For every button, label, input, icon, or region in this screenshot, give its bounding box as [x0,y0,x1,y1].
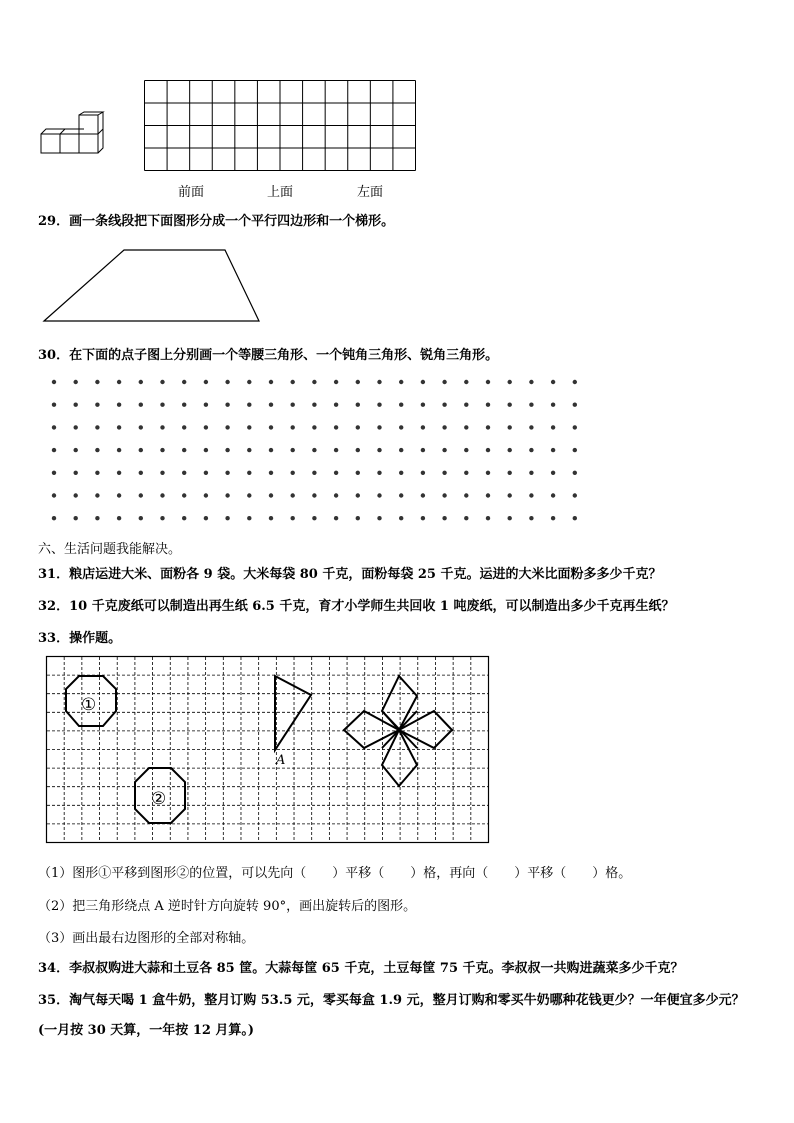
question-29: 29．画一条线段把下面图形分成一个平行四边形和一个梯形。 [38,214,395,229]
question-35: 35．淘气每天喝 1 盒牛奶，整月订购 53.5 元，零买每盒 1.9 元，整月订购和零买牛奶哪种花钱更少？一年便宜多少元？ [38,993,745,1008]
grid-dot [95,403,99,407]
triangle-shape [275,676,311,750]
grid-dot [529,403,533,407]
grid-dot [551,403,555,407]
grid-dot [95,425,99,429]
grid-dot [334,425,338,429]
grid-dot [74,380,78,384]
grid-dot [204,516,208,520]
grid-dot [139,403,143,407]
grid-dot [52,516,56,520]
grid-dot [225,448,229,452]
question-33-part-2: （2）把三角形绕点 A 逆时针方向旋转 90°，画出旋转后的图形。 [38,899,417,914]
grid-dot [442,448,446,452]
grid-dot [573,471,577,475]
grid-dot [529,380,533,384]
grid-dot [117,403,121,407]
grid-dot [551,471,555,475]
grid-dot [74,516,78,520]
grid-dot [486,425,490,429]
question-32: 32．10 千克废纸可以制造出再生纸 6.5 千克，育才小学师生共回收 1 吨废纸，可以制造出多少千克再生纸？ [38,599,675,614]
grid-dot [139,380,143,384]
grid-dot [247,380,251,384]
grid-dot [117,493,121,497]
grid-dot [312,448,316,452]
grid-dot [421,403,425,407]
grid-dot [551,516,555,520]
grid-dot [377,380,381,384]
grid-dot [269,425,273,429]
grid-dot [551,448,555,452]
grid-dot [182,516,186,520]
grid-dot [247,403,251,407]
grid-dot [182,403,186,407]
grid-dot [225,516,229,520]
grid-dot [529,493,533,497]
grid-dot [52,425,56,429]
grid-dot [334,403,338,407]
grid-dot [182,425,186,429]
grid-dot [334,516,338,520]
grid-dot [225,425,229,429]
grid-dot [356,403,360,407]
grid-dot [508,380,512,384]
grid-dot [204,380,208,384]
grid-dot [377,425,381,429]
grid-dot [139,425,143,429]
grid-dot [508,403,512,407]
grid-dot [508,493,512,497]
grid-dot [160,403,164,407]
grid-dot [247,448,251,452]
grid-dot [52,471,56,475]
grid-dot [74,471,78,475]
grid-dot [269,471,273,475]
grid-dot [269,380,273,384]
grid-dot [508,448,512,452]
grid-dot [399,425,403,429]
grid-dot [486,448,490,452]
grid-dot [291,493,295,497]
grid-dot [225,471,229,475]
operation-grid-figure[interactable] [46,656,490,844]
grid-dot [182,380,186,384]
grid-dot [95,448,99,452]
grid-dot [52,493,56,497]
grid-dot [247,516,251,520]
dot-grid[interactable] [50,378,576,524]
grid-dot [204,471,208,475]
view-label-left: 左面 [357,185,384,200]
grid-dot [377,471,381,475]
grid-dot [529,471,533,475]
grid-dot [356,425,360,429]
grid-dot [95,493,99,497]
trapezoid-figure[interactable] [42,248,262,324]
grid-dot [312,471,316,475]
grid-dot [399,448,403,452]
grid-dot [486,403,490,407]
grid-dot [139,471,143,475]
section-6-title: 六、生活问题我能解决。 [38,542,182,557]
grid-dot [160,471,164,475]
grid-dot [464,471,468,475]
grid-dot [356,448,360,452]
grid-dot [52,403,56,407]
grid-dot [291,380,295,384]
grid-dot [573,448,577,452]
view-label-front: 前面 [178,185,205,200]
grid-dot [291,516,295,520]
grid-dot [117,448,121,452]
label-shape-2: ② [151,789,167,809]
grid-dot [312,493,316,497]
grid-dot [421,471,425,475]
grid-dot [464,448,468,452]
grid-dot [247,493,251,497]
grid-dot [182,471,186,475]
question-35-note: (一月按 30 天算，一年按 12 月算。) [38,1023,255,1038]
grid-dot [74,403,78,407]
grid-dot [421,493,425,497]
grid-dot [508,425,512,429]
grid-dot [204,425,208,429]
grid-dot [247,471,251,475]
grid-dot [486,516,490,520]
grid-dot [529,425,533,429]
grid-dot [464,425,468,429]
grid-dot [225,380,229,384]
grid-dot [312,380,316,384]
views-grid[interactable] [144,80,416,171]
grid-dot [95,516,99,520]
grid-dot [399,516,403,520]
grid-dot [551,380,555,384]
grid-dot [377,448,381,452]
grid-dot [508,471,512,475]
grid-dot [464,516,468,520]
grid-dot [529,448,533,452]
question-33-part-3: （3）画出最右边图形的全部对称轴。 [38,931,255,946]
grid-dot [139,448,143,452]
grid-dot [160,448,164,452]
grid-dot [291,471,295,475]
cube-stack-figure [40,112,104,154]
grid-dot [573,380,577,384]
grid-dot [421,448,425,452]
grid-dot [225,403,229,407]
grid-dot [551,493,555,497]
grid-dot [160,425,164,429]
grid-dot [399,493,403,497]
label-shape-1: ① [81,695,97,715]
grid-dot [291,425,295,429]
grid-dot [334,448,338,452]
grid-dot [442,493,446,497]
grid-dot [139,493,143,497]
grid-dot [117,380,121,384]
grid-dot [551,425,555,429]
grid-dot [356,493,360,497]
grid-dot [399,403,403,407]
view-label-top: 上面 [267,185,294,200]
grid-dot [269,403,273,407]
grid-dot [442,403,446,407]
grid-dot [573,425,577,429]
grid-dot [291,403,295,407]
grid-dot [95,380,99,384]
grid-dot [334,380,338,384]
grid-dot [442,380,446,384]
grid-dot [117,471,121,475]
grid-dot [356,380,360,384]
grid-dot [464,403,468,407]
grid-dot [139,516,143,520]
grid-dot [573,516,577,520]
grid-dot [464,493,468,497]
grid-dot [160,493,164,497]
grid-dot [269,516,273,520]
grid-dot [573,493,577,497]
question-30: 30．在下面的点子图上分别画一个等腰三角形、一个钝角三角形、锐角三角形。 [38,348,499,363]
grid-dot [399,471,403,475]
grid-dot [334,471,338,475]
grid-dot [486,493,490,497]
grid-dot [377,516,381,520]
grid-dot [486,380,490,384]
grid-dot [52,380,56,384]
grid-dot [74,425,78,429]
grid-dot [573,403,577,407]
grid-dot [421,425,425,429]
grid-dot [312,425,316,429]
question-33: 33．操作题。 [38,631,122,646]
grid-dot [247,425,251,429]
grid-dot [204,448,208,452]
grid-dot [442,425,446,429]
grid-dot [204,493,208,497]
grid-dot [160,516,164,520]
grid-dot [269,493,273,497]
grid-dot [529,516,533,520]
grid-dot [225,493,229,497]
grid-dot [421,516,425,520]
grid-dot [464,380,468,384]
grid-dot [312,403,316,407]
grid-dot [204,403,208,407]
grid-dot [160,380,164,384]
grid-dot [334,493,338,497]
question-34: 34．李叔叔购进大蒜和土豆各 85 筐。大蒜每筐 65 千克，土豆每筐 75 千克。李叔叔一共购进蔬菜多少千克？ [38,961,684,976]
grid-dot [117,516,121,520]
grid-dot [399,380,403,384]
grid-dot [442,516,446,520]
grid-dot [312,516,316,520]
grid-dot [508,516,512,520]
grid-dot [74,493,78,497]
question-33-part-1: （1）图形①平移到图形②的位置，可以先向（ ）平移（ ）格，再向（ ）平移（ ）格。 [38,866,632,881]
grid-dot [377,493,381,497]
grid-dot [442,471,446,475]
grid-dot [291,448,295,452]
label-point-a: A [276,753,286,768]
grid-dot [95,471,99,475]
question-31: 31．粮店运进大米、面粉各 9 袋。大米每袋 80 千克，面粉每袋 25 千克。运进的大米比面粉多多少千克？ [38,567,662,582]
grid-dot [52,448,56,452]
grid-dot [182,448,186,452]
grid-dot [377,403,381,407]
grid-dot [182,493,186,497]
grid-dot [421,380,425,384]
grid-dot [356,516,360,520]
grid-dot [356,471,360,475]
grid-dot [74,448,78,452]
grid-dot [269,448,273,452]
grid-dot [117,425,121,429]
grid-dot [486,471,490,475]
